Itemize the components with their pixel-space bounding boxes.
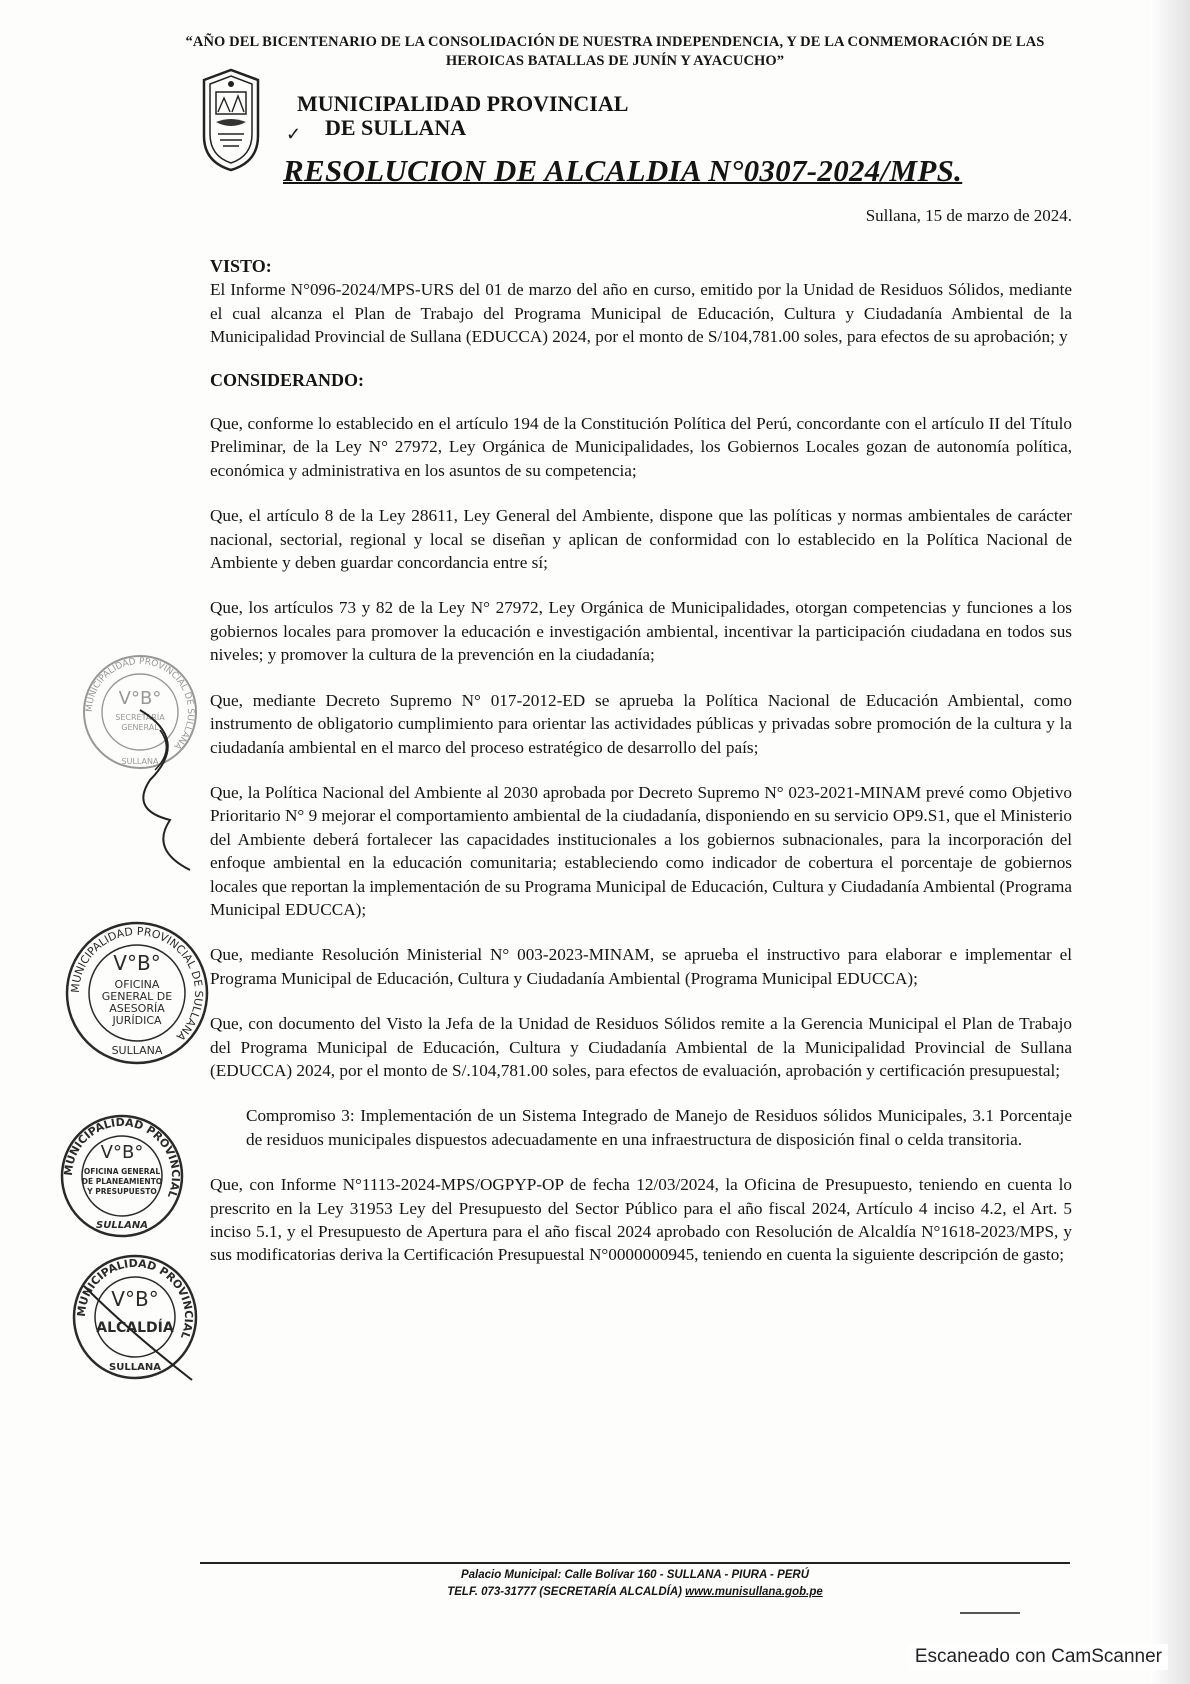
footer-address: Palacio Municipal: Calle Bolívar 160 - SULLANA - PIURA - PERÚ [460, 1569, 810, 1581]
considerando-paragraph: Que, los artículos 73 y 82 de la Ley N° 27972, Ley Orgánica de Municipalidades, otorgan competencias y funciones a los gobiernos locales para promover la educación e investigación ambiental, incentivar la participación ciudadana en todos sus niveles; y promover la cultura de la prevención en la ciudadanía; [210, 598, 1072, 665]
stamp-ring-text: MUNICIPALIDAD PROVINCIAL DE SULLANA [84, 656, 196, 751]
considerando-heading: CONSIDERANDO: [210, 369, 365, 390]
stamp-city: SULLANA [109, 1362, 161, 1373]
org-line-2: DE SULLANA [325, 115, 467, 140]
stamp-line: OFICINA GENERAL [83, 1167, 161, 1176]
compromiso-paragraph: Compromiso 3: Implementación de un Sistema Integrado de Manejo de Residuos sólidos Municipales, 3.1 Porcentaje de residuos municipales dispuestos adecuadamente en una infraestructura de disposición final o celda transitoria. [246, 1106, 1072, 1149]
footer-phone: TELF. 073-31777 (SECRETARÍA ALCALDÍA) [447, 1586, 686, 1598]
scan-smudge [960, 1612, 1020, 1614]
check-mark-icon: ✓ [286, 124, 302, 144]
scan-edge-shadow [1150, 0, 1190, 1684]
year-motto: “AÑO DEL BICENTENARIO DE LA CONSOLIDACIÓN DE NUESTRA INDEPENDENCIA, Y DE LA CONMEMORACIÓN DE LAS HEROICAS BATALLAS DE JUNÍN Y AYACUCHO” [185, 34, 1045, 69]
alcaldia-stamp [70, 1252, 200, 1382]
stamp-ring-text: MUNICIPALIDAD PROVINCIAL DE SULLANA [68, 924, 206, 1044]
footer-website-link[interactable]: www.munisullana.gob.pe [685, 1586, 823, 1598]
considerando-paragraph: Que, mediante Decreto Supremo N° 017-2012-ED se aprueba la Política Nacional de Educación Ambiental, como instrumento de obligatorio cumplimiento para orientar las actividades públicas y privadas sobre promoción de la cultura y la ciudadanía ambiental en el marco del proceso estratégico de desarrollo del país; [210, 690, 1072, 757]
stamp-city: SULLANA [111, 1044, 163, 1057]
asesoria-juridica-stamp [62, 918, 212, 1068]
stamp-ring-text: MUNICIPALIDAD PROVINCIAL [74, 1256, 196, 1341]
document-body [210, 255, 1072, 1267]
stamp-vb: V°B° [100, 1142, 144, 1163]
sullana-crest-icon [196, 66, 266, 174]
visto-text: El Informe N°096-2024/MPS-URS del 01 de marzo del año en curso, emitido por la Unidad de Residuos Sólidos, mediante el cual alcanza el Plan de Trabajo del Programa Municipal de Educación, Cultura y Ciudadanía Ambiental de la Municipalidad Provincial de Sullana (EDUCCA) 2024, por el monto de S/104,781.00 soles, para efectos de su aprobación; y [210, 280, 1072, 347]
organization-name [297, 92, 628, 140]
stamp-line: ASESORÍA [109, 1002, 165, 1015]
stamp-line: OFICINA [114, 978, 160, 991]
resolution-title: RESOLUCION DE ALCALDIA N°0307-2024/MPS. [283, 153, 963, 188]
stamp-line: ALCALDÍA [96, 1320, 174, 1336]
footer-divider [200, 1562, 1070, 1564]
visto-heading: VISTO: [210, 256, 272, 276]
signature-icon [120, 700, 210, 880]
considerando-paragraph: Que, con documento del Visto la Jefa de la Unidad de Residuos Sólidos remite a la Gerencia Municipal el Plan de Trabajo del Programa Municipal de Educación, Cultura y Ciudadanía Ambiental de la Municipalidad Provincial de Sullana (EDUCCA) 2024, por el monto de S/.104,781.00 soles, para efectos de evaluación, aprobación y certificación presupuestal; [210, 1014, 1072, 1080]
org-line-1: MUNICIPALIDAD PROVINCIAL [297, 91, 629, 116]
stamp-line: Y PRESUPUESTO [87, 1187, 157, 1196]
footer-contact [200, 1584, 1070, 1601]
stamp-line: SECRETARÍA [115, 713, 165, 722]
considerando-paragraph: Que, el artículo 8 de la Ley 28611, Ley General del Ambiente, dispone que las políticas y normas ambientales de carácter nacional, sectorial, regional y local se diseñan y aplican de conformidad con lo establecido en la Política Nacional de Ambiente y deben guardar concordancia entre sí; [210, 506, 1072, 573]
considerando-paragraph: Que, conforme lo establecido en el artículo 194 de la Constitución Política del Perú, concordante con el artículo II del Título Preliminar, de la Ley N° 27972, Ley Orgánica de Municipalidades, los Gobiernos Locales gozan de autonomía política, económica y administrativa en los asuntos de su competencia; [210, 414, 1072, 480]
considerando-paragraph: Que, mediante Resolución Ministerial N° 003-2023-MINAM, se aprueba el instructivo para elaborar e implementar el Programa Municipal de Educación, Cultura y Ciudadanía Ambiental (Programa Municipal EDUCCA); [210, 945, 1072, 988]
planeamiento-presupuesto-stamp [58, 1112, 186, 1240]
document-date: Sullana, 15 de marzo de 2024. [865, 206, 1072, 225]
stamp-vb: V°B° [111, 1287, 159, 1311]
camscanner-watermark: Escaneado con CamScanner [909, 1644, 1168, 1670]
stamp-line: JURÍDICA [112, 1014, 162, 1027]
considerando-paragraph: Que, la Política Nacional del Ambiente al 2030 aprobada por Decreto Supremo N° 023-2021-MINAM prevé como Objetivo Prioritario N° 9 mejorar el comportamiento ambiental de la ciudadanía, disponiendo en su servicio OP9.S1, que el Ministerio del Ambiente deberá fortalecer las capacidades institucionales a los gobiernos subnacionales, para la incorporación del enfoque ambiental en la educación comunitaria; estableciendo como indicador de cobertura el porcentaje de gobiernos locales que reportan la implementación de su Programa Municipal de Educación, Cultura y Ciudadanía Ambiental (Programa Municipal EDUCCA); [210, 782, 1072, 919]
stamp-vb: V°B° [118, 688, 162, 709]
stamp-line: DE PLANEAMIENTO [81, 1177, 163, 1186]
stamp-line: GENERAL DE [101, 990, 173, 1003]
stamp-ring-text: MUNICIPALIDAD PROVINCIAL [61, 1115, 183, 1200]
stamp-vb: V°B° [113, 951, 161, 975]
footer [200, 1567, 1070, 1601]
last-paragraph: Que, con Informe N°1113-2024-MPS/OGPYP-OP de fecha 12/03/2024, la Oficina de Presupuesto, teniendo en cuenta lo prescrito en la Ley 31953 Ley del Presupuesto del Sector Público para el año fiscal 2024, Artículo 4 inciso 4.2, el Art. 5 inciso 5.1, y el Presupuesto de Apertura para el año fiscal 2024 aprobado con Resolución de Alcaldía N°1618-2023/MPS, y sus modificatorias deriva la Certificación Presupuestal N°0000000945, teniendo en cuenta la siguiente descripción de gasto; [210, 1175, 1072, 1265]
stamp-line: GENERAL [121, 723, 159, 732]
stamp-city: SULLANA [96, 1220, 148, 1231]
stamp-city: SULLANA [121, 757, 159, 766]
